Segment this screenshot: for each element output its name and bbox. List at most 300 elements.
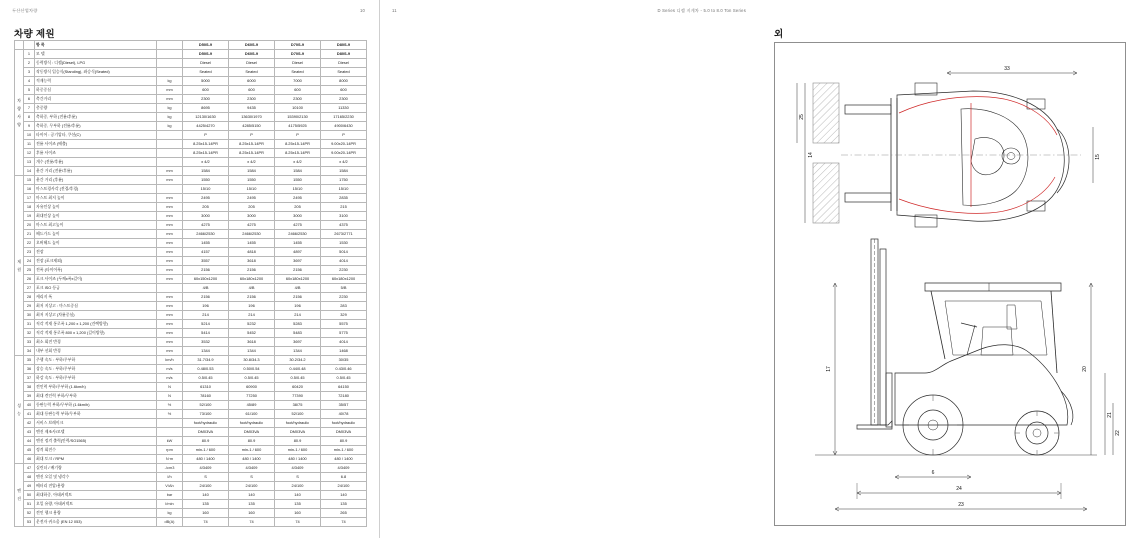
row-value: 30/35 xyxy=(321,356,367,365)
row-value: 160 xyxy=(229,509,275,518)
row-value: 1455 xyxy=(183,239,229,248)
row-unit: % xyxy=(157,410,183,419)
row-value: 0.5/0.45 xyxy=(183,374,229,383)
header-no-cell xyxy=(24,41,35,50)
row-item-label: 포크 ISO 등급 xyxy=(35,284,157,293)
row-value: Diesel xyxy=(321,59,367,68)
row-value: 160 xyxy=(275,509,321,518)
row-value: 72180 xyxy=(321,392,367,401)
row-item-label: 마스트 최저 높이 xyxy=(35,194,157,203)
table-row xyxy=(15,221,367,230)
row-value: D70S-9 xyxy=(275,50,321,59)
row-value: 3000 xyxy=(229,212,275,221)
table-row xyxy=(15,401,367,410)
header-model-cell: D80S-9 xyxy=(321,41,367,50)
row-value: 80.9 xyxy=(229,437,275,446)
running-head-left: 두산산업차량 xyxy=(12,8,38,13)
row-value: 283 xyxy=(321,302,367,311)
row-value: 15/10 xyxy=(229,185,275,194)
row-value: 4275 xyxy=(275,221,321,230)
row-value: Seated xyxy=(321,68,367,77)
row-value: 2156 xyxy=(229,266,275,275)
row-value: 2495 xyxy=(183,194,229,203)
row-value: 2156 xyxy=(183,293,229,302)
row-number: 38 xyxy=(24,383,35,392)
row-value: 1344 xyxy=(275,347,321,356)
row-number: 2 xyxy=(24,59,35,68)
row-value: 74 xyxy=(229,518,275,527)
row-number: 9 xyxy=(24,122,35,131)
row-unit: I/h xyxy=(157,473,183,482)
row-item-label: 타이어 : 공기압타, 쿠션(C) xyxy=(35,131,157,140)
row-item-label: 서비스 브레이크 xyxy=(35,419,157,428)
table-row xyxy=(15,230,367,239)
plan-view xyxy=(813,83,1081,227)
row-value: 8.25x15-14PR xyxy=(183,149,229,158)
row-value: 5775 xyxy=(321,329,367,338)
row-value: 4/B xyxy=(275,284,321,293)
row-value: 5/B xyxy=(321,284,367,293)
header-item-cell: 항 목 xyxy=(35,41,157,50)
table-row xyxy=(15,113,367,122)
row-unit xyxy=(157,284,183,293)
row-unit: mm xyxy=(157,203,183,212)
row-unit: mm xyxy=(157,95,183,104)
page-title-left: 차량 제원 xyxy=(14,29,55,40)
row-number: 33 xyxy=(24,338,35,347)
table-row xyxy=(15,158,367,167)
row-unit: mm xyxy=(157,302,183,311)
row-value: 1344 xyxy=(183,347,229,356)
row-value: 30.2/34.2 xyxy=(275,356,321,365)
table-row xyxy=(15,329,367,338)
row-item-label: 축하중, 무부하 (전륜/후륜) xyxy=(35,122,157,131)
running-head-right: D Series 디젤 지게차 - 5.0 to 8.0 Ton Series xyxy=(657,8,746,13)
table-row xyxy=(15,437,367,446)
row-value: P xyxy=(275,131,321,140)
row-value: 60x150x1200 xyxy=(183,275,229,284)
row-value: min-1 / 600 xyxy=(275,446,321,455)
row-value: 4/3409 xyxy=(275,464,321,473)
row-value: 0.43/0.46 xyxy=(321,365,367,374)
row-number: 4 xyxy=(24,77,35,86)
row-value: 2466/2530 xyxy=(183,230,229,239)
row-value: 135 xyxy=(321,500,367,509)
row-value: 2300 xyxy=(183,95,229,104)
dim-plan-33: 33 xyxy=(1004,66,1010,72)
row-value: 214 xyxy=(229,311,275,320)
row-value: x 4/2 xyxy=(183,158,229,167)
row-value: 1584 xyxy=(183,167,229,176)
row-number: 27 xyxy=(24,284,35,293)
row-value: 24/100 xyxy=(275,482,321,491)
table-row xyxy=(15,284,367,293)
row-value: 8.25x15-14PR xyxy=(183,140,229,149)
row-value: 3697 xyxy=(275,338,321,347)
row-value: 140 xyxy=(275,491,321,500)
row-item-label: 최소 회전 반경 xyxy=(35,338,157,347)
row-value: 3000 xyxy=(275,212,321,221)
row-number: 37 xyxy=(24,374,35,383)
table-row xyxy=(15,365,367,374)
outline-drawing-panel xyxy=(774,42,1126,526)
row-value: 205 xyxy=(183,203,229,212)
row-value: foot/hydraulic xyxy=(275,419,321,428)
row-value: 4900/6430 xyxy=(321,122,367,131)
dim-side-20: 20 xyxy=(1082,366,1088,372)
row-value: 74 xyxy=(321,518,367,527)
row-unit: kg xyxy=(157,104,183,113)
row-value: 2156 xyxy=(275,266,321,275)
row-item-label: 하중중심 xyxy=(35,86,157,95)
dim-side-24: 24 xyxy=(956,486,962,492)
dim-side-23: 23 xyxy=(958,502,964,508)
row-value: 1455 xyxy=(275,239,321,248)
row-value: 0.50/0.54 xyxy=(229,365,275,374)
row-item-label: 작동방식 입승식(Standing), 좌승식(Seated) xyxy=(35,68,157,77)
table-row xyxy=(15,356,367,365)
row-number: 45 xyxy=(24,446,35,455)
table-row xyxy=(15,410,367,419)
row-value: 6000 xyxy=(229,77,275,86)
row-value: 4175/5925 xyxy=(275,122,321,131)
row-item-label: 마스트 최고높이 xyxy=(35,221,157,230)
row-value: 2230 xyxy=(321,293,367,302)
row-value: 1344 xyxy=(229,347,275,356)
row-value: D60S-9 xyxy=(229,50,275,59)
row-value: 4425/4270 xyxy=(183,122,229,131)
table-row xyxy=(15,392,367,401)
row-value: 5575 xyxy=(321,320,367,329)
row-number: 13 xyxy=(24,158,35,167)
row-number: 11 xyxy=(24,140,35,149)
right-page xyxy=(380,0,1121,538)
row-item-label: 전폭 (타이어폭) xyxy=(35,266,157,275)
row-unit: mm xyxy=(157,320,183,329)
row-value: 8.25x15-14PR xyxy=(229,149,275,158)
row-value: 5283 xyxy=(275,320,321,329)
row-number: 15 xyxy=(24,176,35,185)
row-value: 135 xyxy=(183,500,229,509)
row-value: 61/100 xyxy=(229,410,275,419)
table-row xyxy=(15,248,367,257)
row-value: 7000 xyxy=(275,77,321,86)
row-item-label: 자유인상 높이 xyxy=(35,203,157,212)
row-value: 3557 xyxy=(183,257,229,266)
row-number: 3 xyxy=(24,68,35,77)
row-value: 2230 xyxy=(321,266,367,275)
row-item-label: 주행 속도 : 부하/무부하 xyxy=(35,356,157,365)
dim-plan-15: 15 xyxy=(1095,154,1101,160)
row-item-label: 운전자 귀소음 (EN 12 053) xyxy=(35,518,157,527)
row-value: 30.8/34.3 xyxy=(229,356,275,365)
row-value: 52/100 xyxy=(183,401,229,410)
row-value: 4014 xyxy=(321,257,367,266)
row-value: 17165/2230 xyxy=(321,113,367,122)
table-header-row xyxy=(15,41,367,50)
row-value: S xyxy=(229,473,275,482)
row-number: 21 xyxy=(24,230,35,239)
row-value: 0.5/0.45 xyxy=(229,374,275,383)
row-unit: V/Ah xyxy=(157,482,183,491)
row-value: 2835 xyxy=(321,194,367,203)
row-item-label: 모 델 xyxy=(35,50,157,59)
row-unit: % xyxy=(157,401,183,410)
row-item-label: 윤간 거리 (전륜/후륜) xyxy=(35,167,157,176)
row-value: 8.25x15-14PR xyxy=(229,140,275,149)
left-page xyxy=(0,0,380,538)
row-value: P xyxy=(183,131,229,140)
row-unit xyxy=(157,149,183,158)
table-row xyxy=(15,194,367,203)
row-number: 14 xyxy=(24,167,35,176)
row-number: 40 xyxy=(24,401,35,410)
row-value: min-1 / 600 xyxy=(321,446,367,455)
table-row xyxy=(15,131,367,140)
row-value: 2673/2771 xyxy=(321,230,367,239)
row-value: DM03VA xyxy=(321,428,367,437)
row-unit: mm xyxy=(157,275,183,284)
header-model-cell: D60S-9 xyxy=(229,41,275,50)
row-unit: m/s xyxy=(157,374,183,383)
row-value: 12130/1630 xyxy=(183,113,229,122)
row-unit: N·m xyxy=(157,455,183,464)
row-item-label: 총중량 xyxy=(35,104,157,113)
table-row xyxy=(15,509,367,518)
row-value: 215 xyxy=(321,203,367,212)
table-row xyxy=(15,275,367,284)
row-item-label: 축하중, 부하 (전륜/후륜) xyxy=(35,113,157,122)
row-item-label: 축간거리 xyxy=(35,95,157,104)
row-value: 140 xyxy=(229,491,275,500)
row-value: 480 / 1400 xyxy=(275,455,321,464)
row-item-label: 엔진 정격 출력(안력/SO1565) xyxy=(35,437,157,446)
table-row xyxy=(15,311,367,320)
row-value: 0.5/0.45 xyxy=(321,374,367,383)
row-value: 9.00x20-14PR xyxy=(321,140,367,149)
row-item-label: 견인력 부하/무부하 (1.6km/h) xyxy=(35,383,157,392)
row-number: 50 xyxy=(24,491,35,500)
row-unit: kg xyxy=(157,509,183,518)
row-value: 480 / 1400 xyxy=(183,455,229,464)
row-value: 80.9 xyxy=(183,437,229,446)
table-row xyxy=(15,176,367,185)
row-value: D50S-9 xyxy=(183,50,229,59)
dim-plan-25: 25 xyxy=(799,114,805,120)
row-value: 9435 xyxy=(229,104,275,113)
row-unit: N xyxy=(157,392,183,401)
row-value: 4275 xyxy=(229,221,275,230)
table-row xyxy=(15,95,367,104)
row-number: 29 xyxy=(24,302,35,311)
row-number: 48 xyxy=(24,473,35,482)
row-value: 8000 xyxy=(321,77,367,86)
row-number: 8 xyxy=(24,113,35,122)
row-value: x 4/2 xyxy=(321,158,367,167)
row-value: 2466/2530 xyxy=(275,230,321,239)
row-value: 15/10 xyxy=(275,185,321,194)
table-row xyxy=(15,293,367,302)
row-value: 1468 xyxy=(321,347,367,356)
table-row xyxy=(15,68,367,77)
row-number: 28 xyxy=(24,293,35,302)
header-group-cell xyxy=(15,41,24,50)
row-number: 25 xyxy=(24,266,35,275)
row-unit xyxy=(157,140,183,149)
row-value: 60900 xyxy=(229,383,275,392)
row-unit: -/cm3 xyxy=(157,464,183,473)
row-value: 4375 xyxy=(321,221,367,230)
table-row xyxy=(15,257,367,266)
row-value: DM03VA xyxy=(275,428,321,437)
row-unit: kg xyxy=(157,77,183,86)
row-unit xyxy=(157,59,183,68)
row-value: 214 xyxy=(275,311,321,320)
row-value: 480 / 1400 xyxy=(321,455,367,464)
row-number: 42 xyxy=(24,419,35,428)
row-unit: mm xyxy=(157,194,183,203)
row-value: Seated xyxy=(229,68,275,77)
row-value: 5000 xyxy=(183,77,229,86)
table-row xyxy=(15,464,367,473)
table-row xyxy=(15,446,367,455)
row-unit xyxy=(157,68,183,77)
row-value: D80S-9 xyxy=(321,50,367,59)
spec-table-wrapper xyxy=(14,40,366,527)
row-unit: rpm xyxy=(157,446,183,455)
table-row xyxy=(15,482,367,491)
row-value: 2156 xyxy=(275,293,321,302)
row-number: 20 xyxy=(24,221,35,230)
row-unit: kg xyxy=(157,113,183,122)
header-unit-cell xyxy=(157,41,183,50)
row-unit xyxy=(157,131,183,140)
row-value: 38/75 xyxy=(275,401,321,410)
row-value: 2300 xyxy=(275,95,321,104)
row-unit: mm xyxy=(157,230,183,239)
row-value: 52/100 xyxy=(275,410,321,419)
row-value: 1550 xyxy=(275,176,321,185)
row-value: min-1 / 600 xyxy=(183,446,229,455)
row-number: 32 xyxy=(24,329,35,338)
row-number: 49 xyxy=(24,482,35,491)
row-number: 52 xyxy=(24,509,35,518)
table-row xyxy=(15,59,367,68)
row-number: 35 xyxy=(24,356,35,365)
row-value: 45/89 xyxy=(229,401,275,410)
row-value: 1750 xyxy=(321,176,367,185)
row-value: P xyxy=(321,131,367,140)
dim-side-22: 22 xyxy=(1115,430,1121,436)
row-item-label: 전장 (포크제외) xyxy=(35,257,157,266)
table-row xyxy=(15,338,367,347)
row-value: 205 xyxy=(275,203,321,212)
row-value: 60x180x1200 xyxy=(229,275,275,284)
table-row xyxy=(15,149,367,158)
row-value: 3618 xyxy=(229,338,275,347)
row-value: 600 xyxy=(229,86,275,95)
table-row xyxy=(15,320,367,329)
header-model-cell: D70S-9 xyxy=(275,41,321,50)
row-value: 1584 xyxy=(229,167,275,176)
row-value: 135 xyxy=(275,500,321,509)
row-item-label: 최저 지상고 (차륜중심) xyxy=(35,311,157,320)
row-value: 8695 xyxy=(183,104,229,113)
row-item-label: 최대 등판능력 부하/무부하 xyxy=(35,410,157,419)
row-unit xyxy=(157,185,183,194)
row-value: 196 xyxy=(183,302,229,311)
row-value: 0.5/0.45 xyxy=(275,374,321,383)
row-value: 77390 xyxy=(275,392,321,401)
row-value: 8.25x15-14PR xyxy=(275,149,321,158)
row-number: 5 xyxy=(24,86,35,95)
dim-side-21: 21 xyxy=(1107,412,1113,418)
row-number: 12 xyxy=(24,149,35,158)
row-item-label: 캐리지 폭 xyxy=(35,293,157,302)
row-value: 1455 xyxy=(229,239,275,248)
row-value: 73/100 xyxy=(183,410,229,419)
row-value: 4157 xyxy=(183,248,229,257)
row-number: 41 xyxy=(24,410,35,419)
row-value: 2300 xyxy=(321,95,367,104)
table-row xyxy=(15,266,367,275)
row-value: 3000 xyxy=(183,212,229,221)
row-value: 196 xyxy=(229,302,275,311)
row-unit: mm xyxy=(157,239,183,248)
row-unit: mm xyxy=(157,176,183,185)
table-row xyxy=(15,518,367,527)
row-value: 24/100 xyxy=(229,482,275,491)
row-unit xyxy=(157,428,183,437)
row-value: 3618 xyxy=(229,257,275,266)
row-value: 0.44/0.48 xyxy=(275,365,321,374)
row-value: 5232 xyxy=(229,320,275,329)
side-view xyxy=(815,239,1097,455)
row-value: 2466/2530 xyxy=(229,230,275,239)
table-row xyxy=(15,239,367,248)
row-unit: mm xyxy=(157,257,183,266)
table-row xyxy=(15,77,367,86)
row-value: 1584 xyxy=(275,167,321,176)
row-number: 24 xyxy=(24,257,35,266)
row-number: 51 xyxy=(24,500,35,509)
row-value: 4/3409 xyxy=(321,464,367,473)
row-item-label: 견인 행크 용량 xyxy=(35,509,157,518)
row-item-label: 오일 유량, 아태커넥트 xyxy=(35,500,157,509)
row-unit: m/s xyxy=(157,365,183,374)
row-value: foot/hydraulic xyxy=(183,419,229,428)
row-number: 19 xyxy=(24,212,35,221)
page-number-left: 10 xyxy=(359,8,365,13)
row-value: 6.8 xyxy=(321,473,367,482)
row-value: 2495 xyxy=(275,194,321,203)
table-row xyxy=(15,473,367,482)
row-value: 10100 xyxy=(275,104,321,113)
row-item-label: 후륜 사이즈 xyxy=(35,149,157,158)
row-value: 60x180x1200 xyxy=(321,275,367,284)
row-value: 80.9 xyxy=(275,437,321,446)
row-value: 15390/2130 xyxy=(275,113,321,122)
row-value: 205 xyxy=(229,203,275,212)
table-row xyxy=(15,419,367,428)
table-row xyxy=(15,347,367,356)
row-item-label: 최대하중, 아태커넥트 xyxy=(35,491,157,500)
row-unit: mm xyxy=(157,293,183,302)
row-item-label: 직각 적재 통로폭 800 x 1,200 (길이방향) xyxy=(35,329,157,338)
row-value: 265 xyxy=(321,509,367,518)
table-row xyxy=(15,104,367,113)
table-row xyxy=(15,203,367,212)
